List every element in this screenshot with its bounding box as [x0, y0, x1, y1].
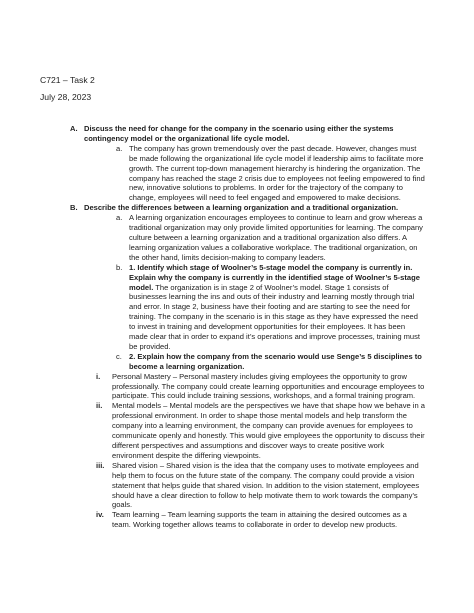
question-text: 1. Identify which stage of Woolner’s 5-stage model the company is currently in. Explain why the company is currently in the identified stage of Woolner’s 5-stage model.: [129, 262, 420, 292]
document-date: July 28, 2023: [40, 92, 92, 102]
list-marker: c.: [116, 351, 122, 361]
section-b-item-b: [0, 263, 474, 352]
roman-marker: iv.: [96, 510, 104, 520]
list-marker: b.: [116, 262, 123, 272]
list-item-body: [129, 263, 425, 352]
roman-marker: i.: [96, 371, 101, 381]
discipline-team-learning: [0, 510, 474, 530]
section-b-heading: Describe the differences between a learning organization and a traditional organization.: [84, 203, 399, 213]
roman-marker: ii.: [96, 401, 103, 411]
discipline-text: Shared vision – Shared vision is the idea that the company uses to motivate employees and help them to focus on the future state of the company. The company could provide a vision statement that helps guide that shared vision. In addition to the vision statement, employees should have a clear direction to follow to help motivate them to work towards the company’s goals.: [112, 460, 420, 510]
list-marker: a.: [116, 143, 123, 153]
section-a-heading: Discuss the need for change for the company in the scenario using either the systems contingency model or the organizational life cycle model.: [84, 124, 394, 143]
section-b: [0, 203, 474, 213]
document-body: [0, 124, 474, 530]
list-item-text: The company has grown tremendously over the past decade. However, changes must be made following the organizational life cycle model if leadership aims to facilitate more growth. The current top-down management hierarchy is hindering the organization. The company has reached the stage 2 crisis due to employees not feeling empowered to find new, innovative solutions to problems. In order for the trajectory of the company to change, employees will need to feel engaged and empowered to make decisions.: [129, 143, 425, 203]
discipline-text: Personal Mastery – Personal mastery includes giving employees the opportunity to grow professionally. The company could create learning opportunities and encourage employees to participate. This could include training sessions, workshops, and a formal training program.: [112, 371, 425, 401]
section-b-item-c: [0, 352, 474, 372]
section-a: [0, 124, 474, 144]
discipline-text: Mental models – Mental models are the perspectives we have that shape how we behave in a professional environment. In order to shape those mental models and help transform the company into a learning environment, the company can provide avenues for employees to communicate openly and honestly. This would give employees the opportunity to discuss their different perspectives and assumptions and discover ways to create positive work environment despite the differing viewpoints.: [112, 401, 425, 460]
section-b-marker: B.: [70, 203, 78, 213]
course-code: C721 – Task 2: [40, 75, 95, 85]
list-marker: a.: [116, 213, 123, 223]
discipline-text: Team learning – Team learning supports the team in attaining the desired outcomes as a team. Working together allows teams to collaborate in order to develop new products.: [112, 510, 407, 530]
discipline-shared-vision: [0, 461, 474, 511]
question-text: 2. Explain how the company from the scenario would use Senge’s 5 disciplines to become a learning organization.: [129, 351, 422, 371]
section-b-item-a: [0, 213, 474, 263]
section-a-marker: A.: [70, 124, 78, 133]
list-item-text: A learning organization encourages employees to continue to learn and grow whereas a traditional organization may only provide limited opportunities for learning. The company culture between a learning organization and a traditional organization also differs. A learning organization values a collaborative workplace. The traditional organization, on the other hand, limits decision-making to company leaders.: [129, 213, 423, 262]
discipline-personal-mastery: [0, 372, 474, 402]
discipline-mental-models: [0, 401, 474, 460]
roman-marker: iii.: [96, 460, 105, 470]
answer-text: The organization is in stage 2 of Woolner’s model. Stage 1 consists of businesses learning the ins and outs of their industry and learning mostly through trial and error. In stage 2, business have their footing and are starting to see the need for training. The company in the scenario is in this stage as they have expressed the need to invest in training and development opportunities for their employees. It has been made clear that in order to expand it’s operations and improve processes, training must be provided.: [129, 282, 420, 351]
section-a-item-a: [0, 144, 474, 203]
